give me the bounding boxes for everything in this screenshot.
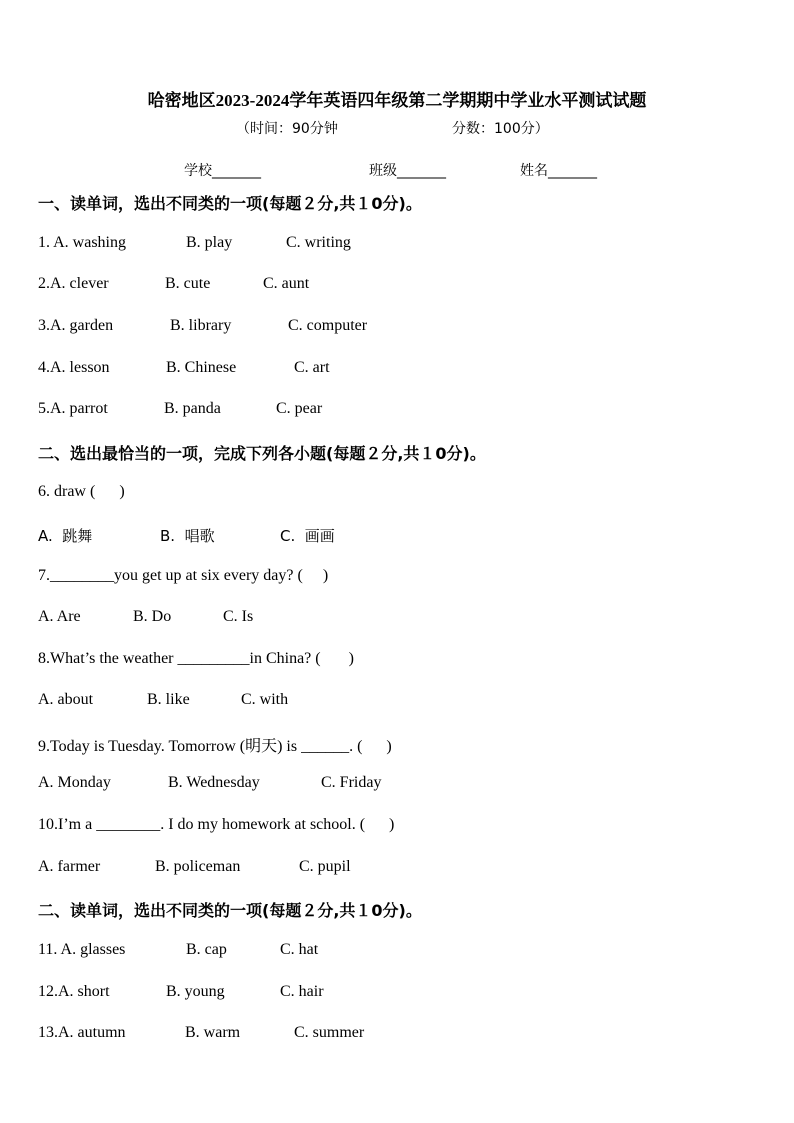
q3-option-a: 3.A. garden [38, 317, 114, 334]
name-field: 姓名_______ [520, 163, 597, 179]
q13-option-b: B. warm [185, 1024, 241, 1041]
q8-stem: 8.What’s the weather _________in China? ( ) [38, 650, 354, 667]
q1-option-a: 1. A. washing [38, 234, 126, 251]
q10-stem: 10.I’m a ________. I do my homework at school. ( ) [38, 816, 395, 833]
q5-option-c: C. pear [276, 400, 323, 417]
q6-stem: 6. draw ( ) [38, 483, 125, 500]
q12-option-b: B. young [166, 983, 225, 1000]
q9-stem: 9.Today is Tuesday. Tomorrow (明天) is ______. ( ) [38, 738, 392, 755]
exam-time: （时间：90分钟 [236, 121, 338, 137]
q12-option-a: 12.A. short [38, 983, 110, 1000]
q8-option-b: B. like [147, 691, 190, 708]
q5-option-a: 5.A. parrot [38, 400, 108, 417]
q6-option-c: C. 画画 [280, 527, 335, 545]
q12-option-c: C. hair [280, 983, 324, 1000]
q11-option-c: C. hat [280, 941, 319, 958]
q11-option-b: B. cap [186, 941, 227, 958]
q4-option-a: 4.A. lesson [38, 359, 110, 376]
q3-option-b: B. library [170, 317, 232, 334]
q4-option-c: C. art [294, 359, 330, 376]
q9-option-b: B. Wednesday [168, 774, 260, 791]
q2-option-a: 2.A. clever [38, 275, 109, 292]
q10-option-b: B. policeman [155, 858, 241, 875]
q13-option-a: 13.A. autumn [38, 1024, 126, 1041]
q3-option-c: C. computer [288, 317, 368, 334]
q9-option-a: A. Monday [38, 774, 111, 791]
q10-option-a: A. farmer [38, 858, 101, 875]
q8-option-c: C. with [241, 691, 289, 708]
q7-stem: 7.________you get up at six every day? ( ) [38, 567, 329, 584]
q11-option-a: 11. A. glasses [38, 941, 126, 958]
q1-option-c: C. writing [286, 234, 351, 251]
exam-score: 分数：100分） [452, 121, 549, 137]
q13-option-c: C. summer [294, 1024, 365, 1041]
q9-option-c: C. Friday [321, 774, 382, 791]
q4-option-b: B. Chinese [166, 359, 237, 376]
q5-option-b: B. panda [164, 400, 221, 417]
q10-option-c: C. pupil [299, 858, 351, 875]
section-1-heading: 一、读单词，选出不同类的一项(每题２分,共１0分)。 [38, 194, 422, 213]
q7-option-b: B. Do [133, 608, 172, 625]
school-field: 学校_______ [184, 163, 261, 179]
section-2-heading: 二、选出最恰当的一项，完成下列各小题(每题２分,共１0分)。 [38, 444, 486, 463]
q7-option-c: C. Is [223, 608, 254, 625]
q7-option-a: A. Are [38, 608, 81, 625]
q6-option-b: B. 唱歌 [160, 527, 215, 545]
q2-option-c: C. aunt [263, 275, 310, 292]
class-field: 班级_______ [369, 163, 446, 179]
section-3-heading: 二、读单词，选出不同类的一项(每题２分,共１0分)。 [38, 901, 422, 920]
q2-option-b: B. cute [165, 275, 211, 292]
q1-option-b: B. play [186, 234, 233, 251]
q6-option-a: A. 跳舞 [38, 527, 93, 545]
exam-title: 哈密地区2023-2024学年英语四年级第二学期期中学业水平测试试题 [147, 91, 647, 110]
q8-option-a: A. about [38, 691, 94, 708]
